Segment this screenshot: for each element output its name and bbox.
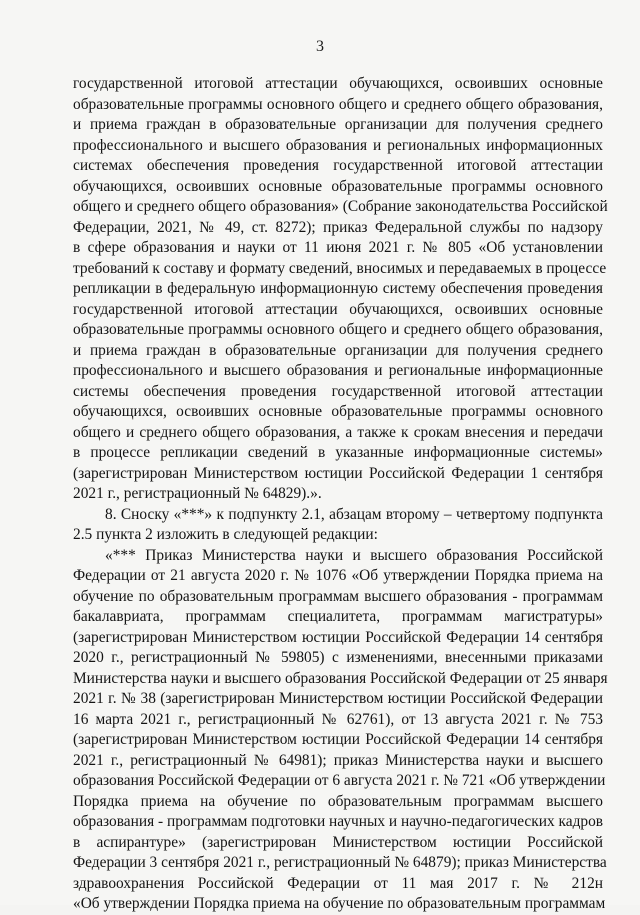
text-line: Федерации 3 сентября 2021 г., регистрационный № 64879); приказ Министерства: [73, 854, 607, 871]
text-line: в процессе репликации сведений в указанные информационные системы»: [73, 444, 603, 461]
text-line: обучающихся, освоивших основные образовательные программы основного: [73, 403, 603, 420]
text-line: образования - программам подготовки научных и научно-педагогических кадров: [73, 813, 604, 830]
text-line: профессионального и высшего образования и региональные информационные: [73, 362, 603, 379]
text-line: системы обеспечения проведения государственной итоговой аттестации: [73, 382, 603, 400]
document-body: [73, 74, 608, 915]
text-line: в аспирантуре» (зарегистрирован Министерством юстиции Российской: [73, 833, 603, 851]
text-line: «*** Приказ Министерства науки и высшего образования Российской: [105, 546, 603, 564]
text-line: Порядка приема на обучение по образовательным программам высшего: [73, 792, 603, 810]
text-line: 2021 г., регистрационный № 64829).».: [73, 485, 322, 502]
text-line: и приема граждан в образовательные организации для получения среднего: [73, 341, 603, 359]
text-line: 2020 г., регистрационный № 59805) с изменениями, внесенными приказами: [73, 649, 603, 666]
text-line: (зарегистрирован Министерством юстиции Российской Федерации 14 сентября: [73, 731, 603, 748]
text-line: и приема граждан в образовательные организации для получения среднего: [73, 116, 603, 133]
text-line: (зарегистрирован Министерством юстиции Российской Федерации 1 сентября: [73, 464, 603, 482]
text-line: бакалавриата, программам специалитета, программам магистратуры»: [73, 608, 603, 625]
text-line: 16 марта 2021 г., регистрационный № 62761), от 13 августа 2021 г. № 753: [73, 710, 603, 728]
text-line: образовательные программы основного общего и среднего общего образования,: [73, 321, 603, 338]
text-line: государственной итоговой аттестации обучающихся, освоивших основные: [73, 300, 603, 318]
text-line: системах обеспечения проведения государственной итоговой аттестации: [73, 157, 603, 174]
text-line: Министерства науки и высшего образования Российской Федерации от 25 января: [73, 669, 608, 687]
text-line: общего и среднего общего образования, а также к срокам внесения и передачи: [73, 423, 603, 441]
text-line: образования Российской Федерации от 6 августа 2021 г. № 721 «Об утверждении: [73, 772, 606, 789]
text-line: 2021 г., регистрационный № 64981); приказ Министерства науки и высшего: [73, 751, 603, 769]
text-line: обучающихся, освоивших основные образовательные программы основного: [73, 177, 603, 195]
text-line: Федерации, 2021, № 49, ст. 8272); приказ Федеральной службы по надзору: [73, 218, 603, 236]
text-line: (зарегистрирован Министерством юстиции Российской Федерации 14 сентября: [73, 628, 603, 646]
text-line: Федерации от 21 августа 2020 г. № 1076 «Об утверждении Порядка приема на: [73, 567, 603, 584]
text-line: государственной итоговой аттестации обучающихся, освоивших основные: [73, 75, 603, 92]
text-line: 2021 г. № 38 (зарегистрирован Министерством юстиции Российской Федерации: [73, 690, 603, 707]
text-line: общего и среднего общего образования» (Собрание законодательства Российской: [73, 198, 608, 215]
text-line: обучение по образовательным программам высшего образования - программам: [73, 587, 603, 605]
text-line: 2.5 пункта 2 изложить в следующей редакции:: [73, 526, 378, 543]
text-line: 8. Сноску «***» к подпункту 2.1, абзацам второму – четвертому подпункта: [105, 505, 603, 523]
text-line: «Об утверждении Порядка приема на обучение по образовательным программам: [73, 895, 606, 912]
text-line: в сфере образования и науки от 11 июня 2021 г. № 805 «Об установлении: [73, 239, 603, 256]
text-line: репликации в федеральную информационную систему обеспечения проведения: [73, 280, 603, 297]
text-line: требований к составу и формату сведений, вносимых и передаваемых в процессе: [73, 259, 607, 277]
page-number: 3: [316, 38, 324, 55]
text-line: образовательные программы основного общего и среднего общего образования,: [73, 95, 603, 113]
text-line: здравоохранения Российской Федерации от 11 мая 2017 г. № 212н: [73, 874, 603, 892]
text-line: профессионального и высшего образования и региональных информационных: [73, 136, 603, 154]
